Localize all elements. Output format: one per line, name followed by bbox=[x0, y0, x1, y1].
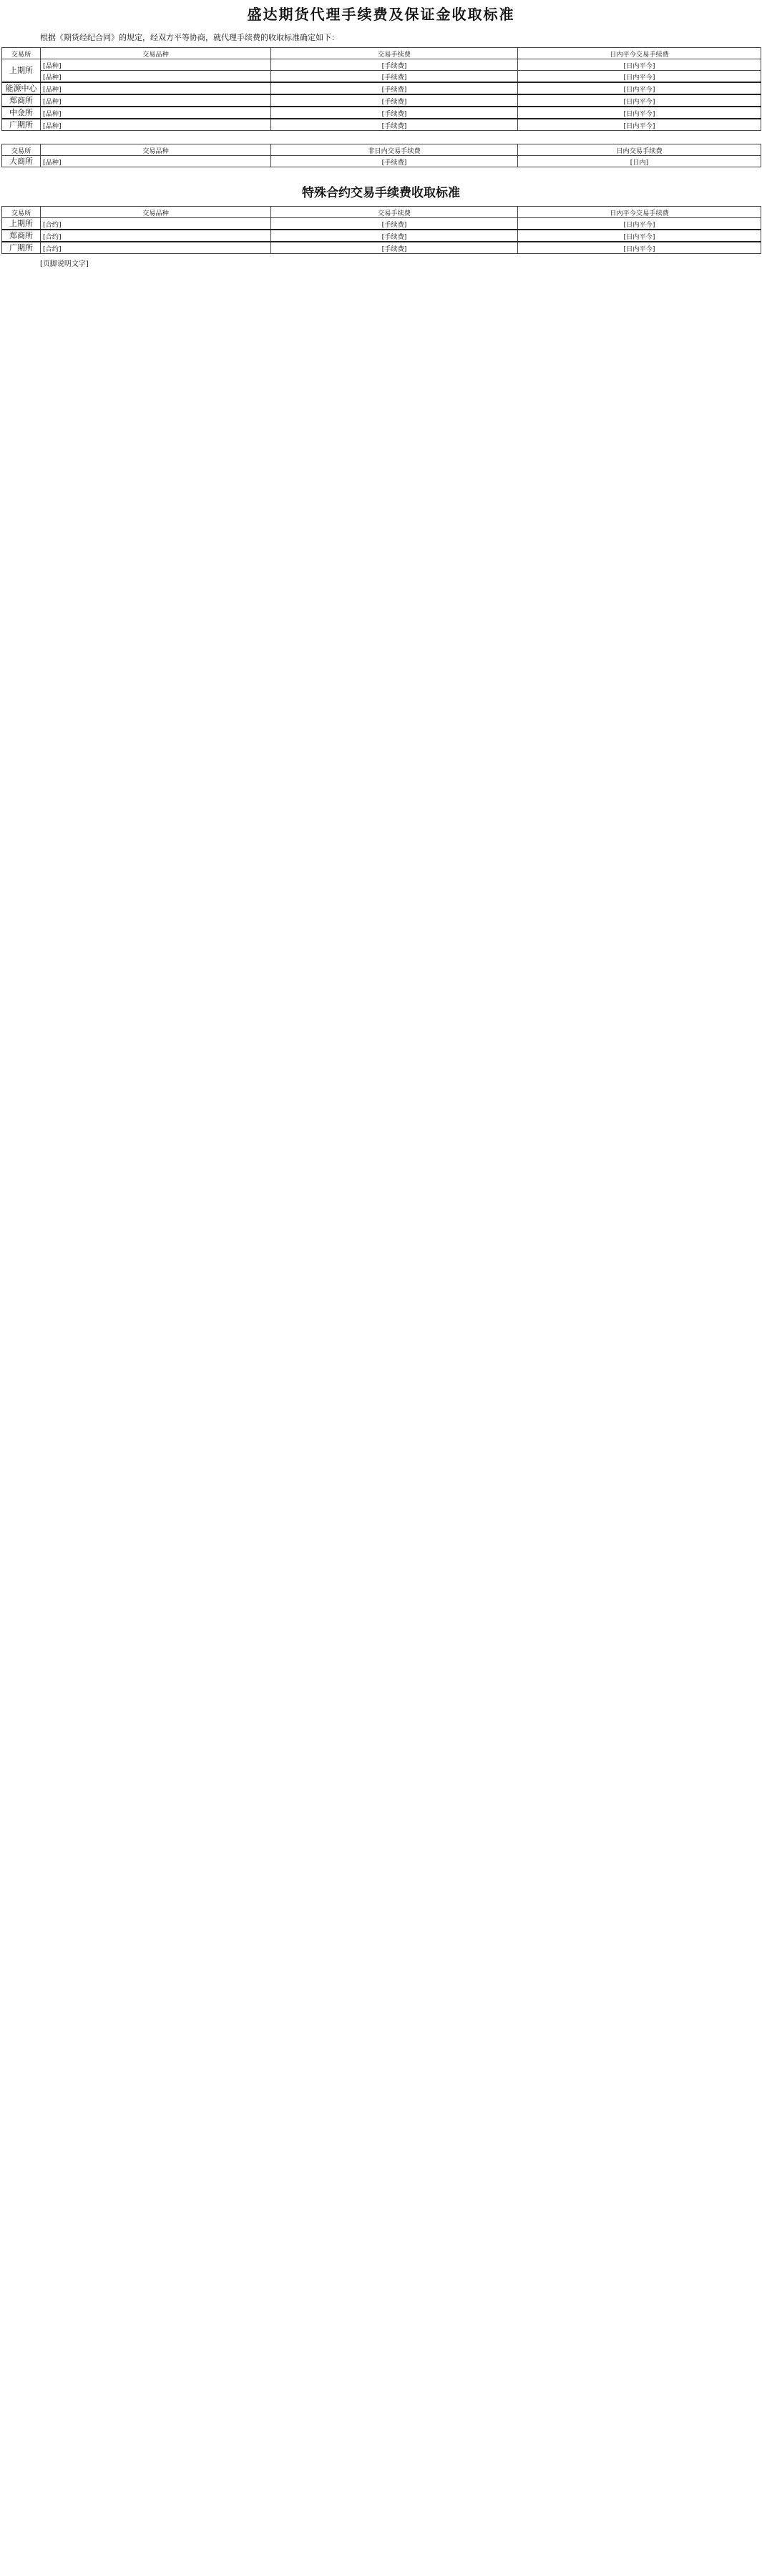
intraday-cell: [日内] bbox=[518, 156, 761, 167]
fee-row bbox=[2, 71, 761, 83]
intro-text: 根据《期货经纪合同》的规定，经双方平等协商，就代理手续费的收取标准确定如下： bbox=[40, 33, 339, 42]
fee-cell: [手续费] bbox=[271, 71, 518, 83]
fee-row bbox=[2, 242, 761, 254]
contract-cell: [合约] bbox=[41, 230, 271, 242]
fee-row bbox=[2, 218, 761, 230]
exchange-cell: 能源中心 bbox=[2, 82, 41, 94]
exchange-cell: 郑商所 bbox=[2, 94, 41, 107]
header-intraday: 日内交易手续费 bbox=[518, 144, 761, 156]
header-contract: 交易品种 bbox=[41, 144, 271, 156]
exchange-cell: 广期所 bbox=[2, 119, 41, 131]
main-fee-table bbox=[1, 47, 761, 131]
header-contract: 交易品种 bbox=[41, 48, 271, 59]
intraday-cell: [日内平今] bbox=[518, 82, 761, 94]
contract-cell: [品种] bbox=[41, 119, 271, 131]
special-fee-table bbox=[1, 206, 761, 254]
footer-note: [页脚说明文字] bbox=[40, 260, 89, 268]
contract-cell: [合约] bbox=[41, 218, 271, 230]
special-table-body bbox=[2, 218, 761, 254]
fee-row bbox=[2, 82, 761, 94]
dce-table-header bbox=[2, 144, 761, 156]
header-fee: 非日内交易手续费 bbox=[271, 144, 518, 156]
fee-row bbox=[2, 156, 761, 167]
fee-cell: [手续费] bbox=[271, 94, 518, 107]
contract-cell: [品种] bbox=[41, 59, 271, 71]
header-intraday: 日内平今交易手续费 bbox=[518, 48, 761, 59]
header-contract: 交易品种 bbox=[41, 207, 271, 218]
fee-cell: [手续费] bbox=[271, 230, 518, 242]
intraday-cell: [日内平今] bbox=[518, 230, 761, 242]
intraday-cell: [日内平今] bbox=[518, 218, 761, 230]
section-gap bbox=[1, 167, 761, 180]
exchange-cell: 中金所 bbox=[2, 107, 41, 119]
contract-cell: [品种] bbox=[41, 107, 271, 119]
fee-row bbox=[2, 230, 761, 242]
exchange-cell: 广期所 bbox=[2, 242, 41, 254]
fee-row bbox=[2, 119, 761, 131]
main-table-body bbox=[2, 59, 761, 131]
contract-cell: [品种] bbox=[41, 94, 271, 107]
fee-cell: [手续费] bbox=[271, 242, 518, 254]
contract-cell: [合约] bbox=[41, 242, 271, 254]
fee-cell: [手续费] bbox=[271, 107, 518, 119]
fee-row bbox=[2, 94, 761, 107]
special-table-header bbox=[2, 207, 761, 218]
fee-row bbox=[2, 59, 761, 71]
fee-cell: [手续费] bbox=[271, 156, 518, 167]
fee-cell: [手续费] bbox=[271, 82, 518, 94]
dce-table-body bbox=[2, 156, 761, 167]
section-gap bbox=[1, 131, 761, 144]
exchange-cell: 上期所 bbox=[2, 218, 41, 230]
intraday-cell: [日内平今] bbox=[518, 59, 761, 71]
fee-cell: [手续费] bbox=[271, 218, 518, 230]
contract-cell: [品种] bbox=[41, 156, 271, 167]
header-exchange: 交易所 bbox=[2, 48, 41, 59]
intraday-cell: [日内平今] bbox=[518, 119, 761, 131]
dce-fee-table bbox=[1, 144, 761, 167]
exchange-cell: 大商所 bbox=[2, 156, 41, 167]
intraday-cell: [日内平今] bbox=[518, 94, 761, 107]
fee-cell: [手续费] bbox=[271, 59, 518, 71]
header-intraday: 日内平今交易手续费 bbox=[518, 207, 761, 218]
contract-cell: [品种] bbox=[41, 71, 271, 83]
main-table-header bbox=[2, 48, 761, 59]
header-exchange: 交易所 bbox=[2, 144, 41, 156]
header-fee: 交易手续费 bbox=[271, 207, 518, 218]
header-exchange: 交易所 bbox=[2, 207, 41, 218]
intraday-cell: [日内平今] bbox=[518, 242, 761, 254]
special-table-title: 特殊合约交易手续费收取标准 bbox=[302, 186, 460, 200]
exchange-cell: 郑商所 bbox=[2, 230, 41, 242]
page-title: 盛达期货代理手续费及保证金收取标准 bbox=[247, 6, 515, 23]
fee-cell: [手续费] bbox=[271, 119, 518, 131]
fee-row bbox=[2, 107, 761, 119]
exchange-cell: 上期所 bbox=[2, 59, 41, 83]
intraday-cell: [日内平今] bbox=[518, 71, 761, 83]
header-fee: 交易手续费 bbox=[271, 48, 518, 59]
intraday-cell: [日内平今] bbox=[518, 107, 761, 119]
contract-cell: [品种] bbox=[41, 82, 271, 94]
